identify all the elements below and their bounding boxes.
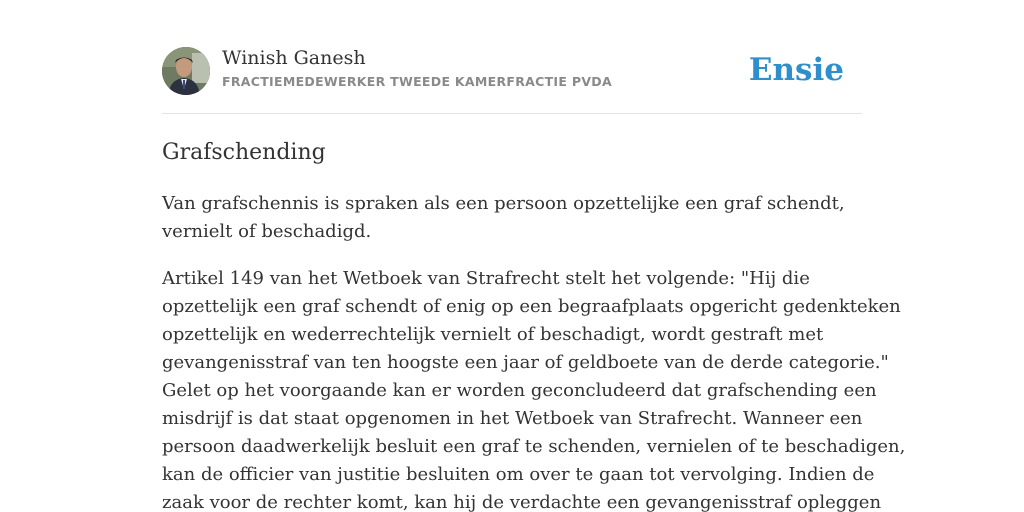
paragraph-line: opzettelijk een graf schendt of enig op een begraafplaats opgericht gedenkteken bbox=[162, 296, 901, 317]
paragraph-line: persoon daadwerkelijk besluit een graf te schenden, vernielen of te beschadigen, bbox=[162, 436, 906, 457]
author-name[interactable]: Winish Ganesh bbox=[222, 47, 366, 69]
paragraph-line: Artikel 149 van het Wetboek van Strafrecht stelt het volgende: "Hij die bbox=[162, 268, 810, 289]
header-divider bbox=[162, 113, 862, 114]
article-body bbox=[162, 190, 906, 512]
paragraph-line: zaak voor de rechter komt, kan hij de verdachte een gevangenisstraf opleggen bbox=[162, 492, 882, 512]
paragraph bbox=[162, 265, 906, 512]
author-photo-icon bbox=[162, 47, 210, 95]
paragraph-line: opzettelijk en wederrechtelijk vernielt of beschadigt, wordt gestraft met bbox=[162, 324, 824, 345]
paragraph-line: Gelet op het voorgaande kan er worden geconcludeerd dat grafschending een bbox=[162, 380, 877, 401]
author-avatar[interactable] bbox=[162, 47, 210, 95]
paragraph-line: misdrijf is dat staat opgenomen in het Wetboek van Strafrecht. Wanneer een bbox=[162, 408, 863, 429]
author-role: FRACTIEMEDEWERKER TWEEDE KAMERFRACTIE PVDA bbox=[222, 74, 612, 89]
paragraph-line: Van grafschennis is spraken als een persoon opzettelijke een graf schendt, bbox=[162, 193, 845, 214]
paragraph bbox=[162, 190, 862, 246]
paragraph-line: vernielt of beschadigd. bbox=[162, 221, 372, 242]
paragraph-line: kan de officier van justitie besluiten om over te gaan tot vervolging. Indien de bbox=[162, 464, 875, 485]
article-title: Grafschending bbox=[162, 140, 326, 165]
article-header bbox=[162, 46, 862, 96]
ensie-logo[interactable]: Ensie bbox=[748, 52, 844, 88]
paragraph-line: gevangenisstraf van ten hoogste een jaar of geldboete van de derde categorie." bbox=[162, 352, 889, 373]
